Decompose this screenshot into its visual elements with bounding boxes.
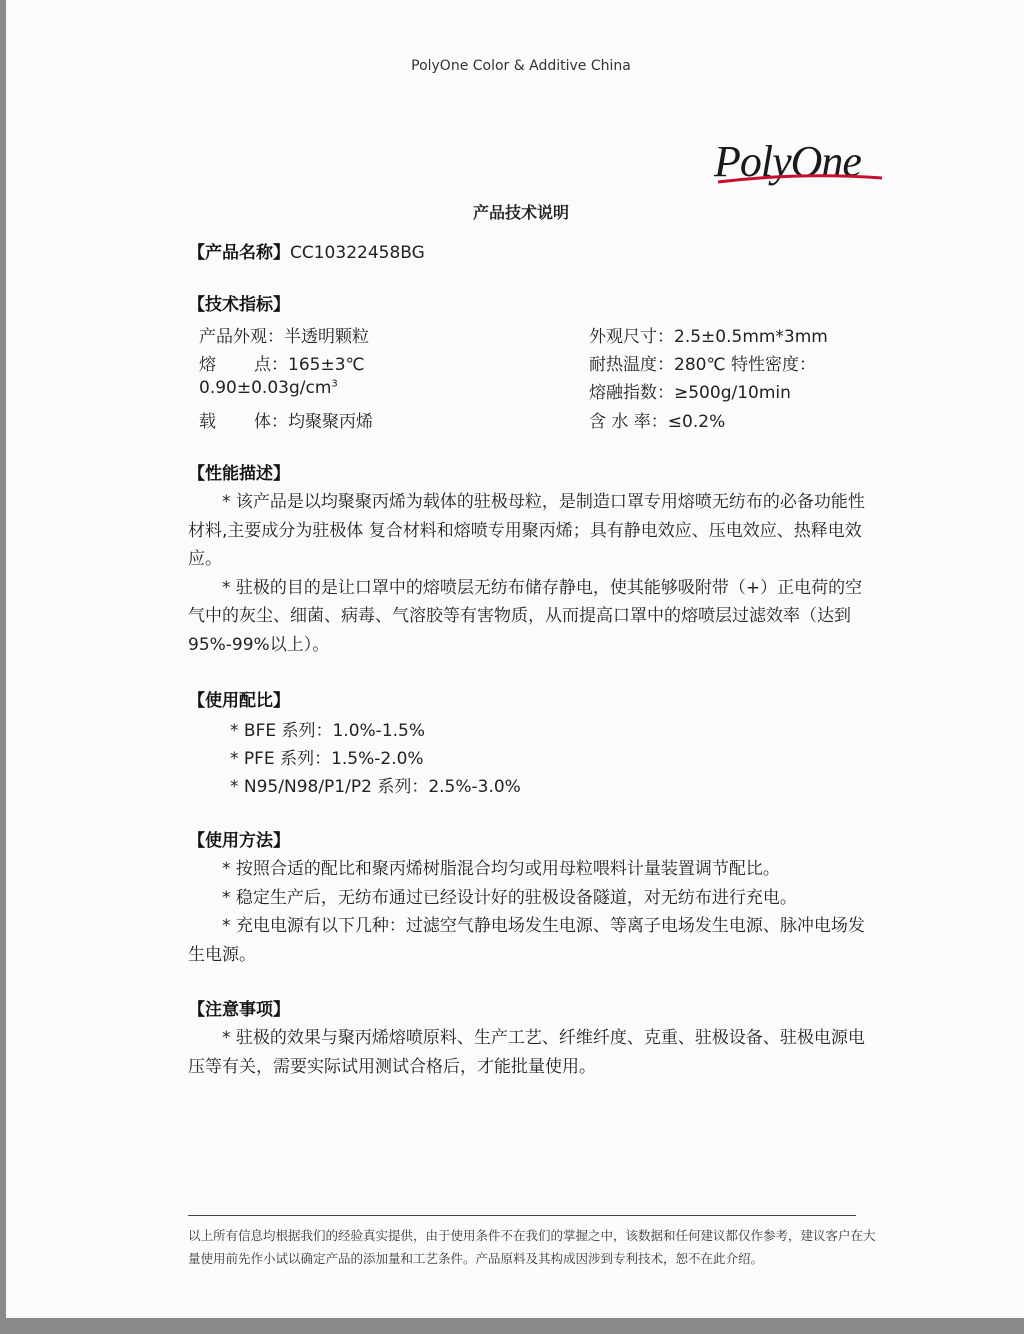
product-name-row (188, 238, 425, 263)
document-title: 产品技术说明 (472, 203, 569, 222)
ratio-item-n95: * N95/N98/P1/P2 系列：2.5%-3.0% (230, 777, 521, 797)
product-name-label: 【产品名称】 (188, 243, 290, 263)
spec-density: $0.90\pm 0.03g/cm^3$ (199, 378, 338, 398)
ratio-item-bfe: * BFE 系列：1.0%-1.5% (230, 721, 426, 741)
specs-heading: 【技术指标】 (188, 295, 290, 315)
spec-melting-point: 点：165±3℃ (254, 355, 365, 375)
product-name-value: CC10322458BG (290, 243, 425, 263)
spec-carrier: 体：均聚聚丙烯 (254, 412, 373, 432)
notes-heading: 【注意事项】 (188, 1000, 290, 1020)
performance-heading: 【性能描述】 (188, 464, 290, 484)
logo-text: PolyOne (714, 137, 861, 186)
performance-body (188, 488, 878, 659)
performance-p2: * 驻极的目的是让口罩中的熔喷层无纺布储存静电，使其能够吸附带（+）正电荷的空气中的灰尘、细菌、病毒、气溶胶等有害物质，从而提高口罩中的熔喷层过滤效率（达到 95%-99%以上）。 (188, 577, 863, 655)
ratio-heading: 【使用配比】 (188, 691, 290, 711)
spec-size: 外观尺寸：2.5±0.5mm*3mm (589, 327, 828, 347)
spec-melting-label: 熔 (199, 355, 216, 375)
usage-p1: * 按照合适的配比和聚丙烯树脂混合均匀或用母粒喂料计量装置调节配比。 (222, 859, 780, 879)
performance-p1: * 该产品是以均聚聚丙烯为载体的驻极母粒，是制造口罩专用熔喷无纺布的必备功能性材料,主要成分为驻极体 复合材料和熔喷专用聚丙烯；具有静电效应、压电效应、热释电效应。 (188, 492, 865, 569)
polyone-logo (706, 132, 896, 194)
notes-body (188, 1024, 878, 1081)
ratio-item-pfe: * PFE 系列：1.5%-2.0% (230, 749, 424, 769)
spec-appearance: 产品外观：半透明颗粒 (199, 327, 369, 347)
usage-body (188, 855, 878, 969)
company-name: PolyOne Color & Additive China (411, 58, 631, 74)
notes-p1: * 驻极的效果与聚丙烯熔喷原料、生产工艺、纤维纤度、克重、驻极设备、驻极电源电压等有关，需要实际试用测试合格后，才能批量使用。 (188, 1028, 865, 1077)
footer-disclaimer: 以上所有信息均根据我们的经验真实提供，由于使用条件不在我们的掌握之中，该数据和任何建议都仅作参考，建议客户在大量使用前先作小试以确定产品的添加量和工艺条件。产品原料及其构成因涉到专利技术，恕不在此介绍。 (188, 1228, 876, 1266)
document-page (6, 0, 1024, 1318)
spec-moisture: 含 水 率：≤0.2% (589, 412, 726, 432)
spec-carrier-label: 载 (199, 412, 216, 432)
usage-heading: 【使用方法】 (188, 831, 290, 851)
usage-p3: * 充电电源有以下几种：过滤空气静电场发生电源、等离子电场发生电源、脉冲电场发生电源。 (188, 916, 865, 965)
spec-mfi: 熔融指数：≥500g/10min (589, 383, 791, 403)
footer-divider (188, 1215, 856, 1216)
spec-heat: 耐热温度：280℃ 特性密度： (589, 355, 816, 375)
usage-p2: * 稳定生产后，无纺布通过已经设计好的驻极设备隧道，对无纺布进行充电。 (222, 887, 797, 908)
